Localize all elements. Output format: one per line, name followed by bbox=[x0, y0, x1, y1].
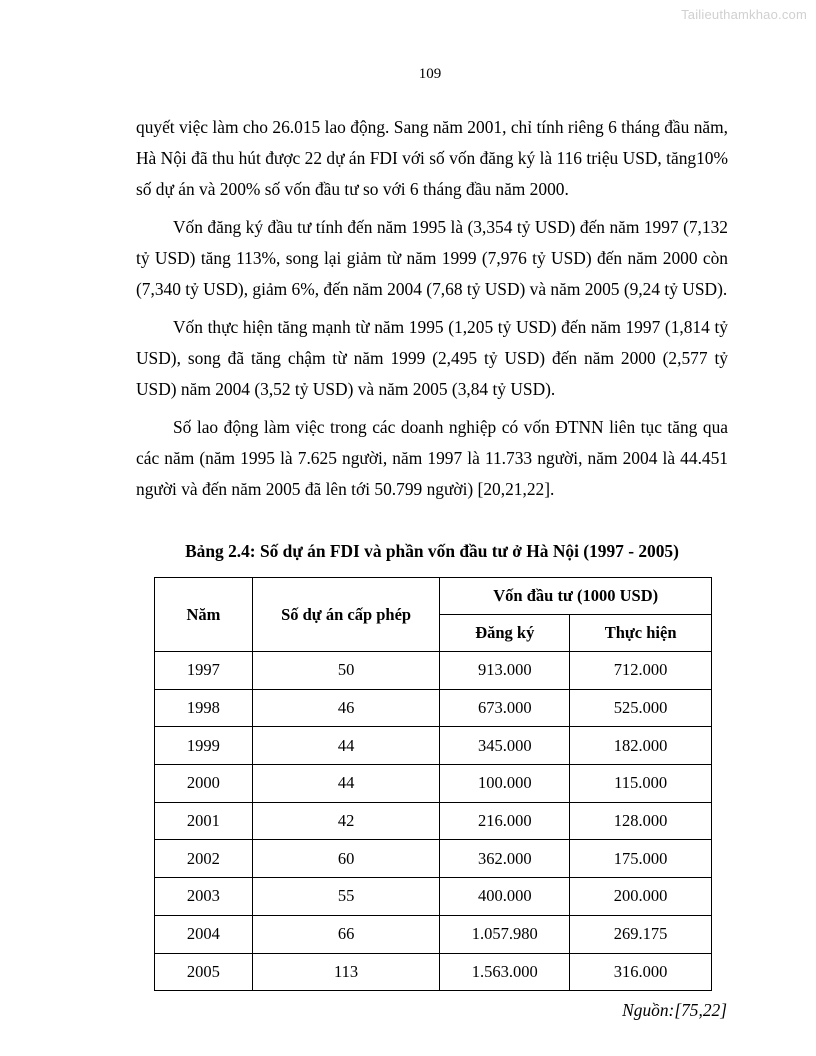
cell-registered: 1.563.000 bbox=[440, 953, 570, 991]
table-row bbox=[155, 953, 712, 991]
cell-year: 2004 bbox=[155, 915, 253, 953]
table-row bbox=[155, 915, 712, 953]
cell-implemented: 175.000 bbox=[570, 840, 712, 878]
cell-implemented: 269.175 bbox=[570, 915, 712, 953]
cell-registered: 362.000 bbox=[440, 840, 570, 878]
cell-year: 1998 bbox=[155, 689, 253, 727]
table-row bbox=[155, 802, 712, 840]
paragraph: Vốn thực hiện tăng mạnh từ năm 1995 (1,205 tỷ USD) đến năm 1997 (1,814 tỷ USD), song đã tăng chậm từ năm 1999 (2,495 tỷ USD) đến năm 2000 (2,577 tỷ USD) năm 2004 (3,52 tỷ USD) và năm 2005 (3,84 tỷ USD). bbox=[136, 317, 728, 399]
cell-projects: 50 bbox=[252, 652, 440, 690]
cell-registered: 673.000 bbox=[440, 689, 570, 727]
table-caption: Bảng 2.4: Số dự án FDI và phần vốn đầu tư ở Hà Nội (1997 - 2005) bbox=[185, 541, 679, 561]
fdi-table bbox=[154, 577, 712, 991]
table-row bbox=[155, 689, 712, 727]
cell-year: 2005 bbox=[155, 953, 253, 991]
cell-registered: 1.057.980 bbox=[440, 915, 570, 953]
cell-projects: 46 bbox=[252, 689, 440, 727]
table-row bbox=[155, 840, 712, 878]
cell-year: 2003 bbox=[155, 878, 253, 916]
table-row bbox=[155, 727, 712, 765]
header-implemented: Thực hiện bbox=[570, 615, 712, 652]
cell-implemented: 316.000 bbox=[570, 953, 712, 991]
cell-registered: 100.000 bbox=[440, 765, 570, 803]
paragraph: Số lao động làm việc trong các doanh nghiệp có vốn ĐTNN liên tục tăng qua các năm (năm 1995 là 7.625 người, năm 1997 là 11.733 người, năm 2004 là 44.451 người và đến năm 2005 đã lên tới 50.799 người) [20,21,22]. bbox=[136, 417, 728, 499]
table-row bbox=[155, 652, 712, 690]
cell-implemented: 128.000 bbox=[570, 802, 712, 840]
paragraph: quyết việc làm cho 26.015 lao động. Sang năm 2001, chỉ tính riêng 6 tháng đầu năm, Hà Nội đã thu hút được 22 dự án FDI với số vốn đăng ký là 116 triệu USD, tăng10% số dự án và 200% số vốn đầu tư so với 6 tháng đầu năm 2000. bbox=[136, 117, 728, 199]
table-row bbox=[155, 878, 712, 916]
cell-implemented: 115.000 bbox=[570, 765, 712, 803]
page-number: 109 bbox=[418, 66, 442, 82]
cell-projects: 44 bbox=[252, 765, 440, 803]
cell-registered: 913.000 bbox=[440, 652, 570, 690]
source-note: Nguồn:[75,22] bbox=[622, 1000, 727, 1020]
cell-year: 1999 bbox=[155, 727, 253, 765]
cell-projects: 42 bbox=[252, 802, 440, 840]
cell-implemented: 200.000 bbox=[570, 878, 712, 916]
cell-registered: 345.000 bbox=[440, 727, 570, 765]
table-row bbox=[155, 765, 712, 803]
header-projects: Số dự án cấp phép bbox=[252, 578, 440, 652]
header-capital: Vốn đầu tư (1000 USD) bbox=[440, 578, 712, 615]
body-text bbox=[136, 112, 728, 512]
cell-projects: 113 bbox=[252, 953, 440, 991]
cell-projects: 66 bbox=[252, 915, 440, 953]
cell-year: 2000 bbox=[155, 765, 253, 803]
cell-year: 2001 bbox=[155, 802, 253, 840]
cell-implemented: 525.000 bbox=[570, 689, 712, 727]
cell-registered: 400.000 bbox=[440, 878, 570, 916]
cell-implemented: 182.000 bbox=[570, 727, 712, 765]
paragraph: Vốn đăng ký đầu tư tính đến năm 1995 là (3,354 tỷ USD) đến năm 1997 (7,132 tỷ USD) tăng 113%, song lại giảm từ năm 1999 (7,976 tỷ USD) đến năm 2000 còn (7,340 tỷ USD), giảm 6%, đến năm 2004 (7,68 tỷ USD) và năm 2005 (9,24 tỷ USD). bbox=[136, 217, 728, 299]
cell-projects: 60 bbox=[252, 840, 440, 878]
cell-projects: 44 bbox=[252, 727, 440, 765]
cell-implemented: 712.000 bbox=[570, 652, 712, 690]
cell-registered: 216.000 bbox=[440, 802, 570, 840]
cell-projects: 55 bbox=[252, 878, 440, 916]
header-year: Năm bbox=[155, 578, 253, 652]
header-registered: Đăng ký bbox=[440, 615, 570, 652]
watermark: Tailieuthamkhao.com bbox=[681, 7, 807, 22]
table-body bbox=[155, 652, 712, 991]
cell-year: 2002 bbox=[155, 840, 253, 878]
cell-year: 1997 bbox=[155, 652, 253, 690]
